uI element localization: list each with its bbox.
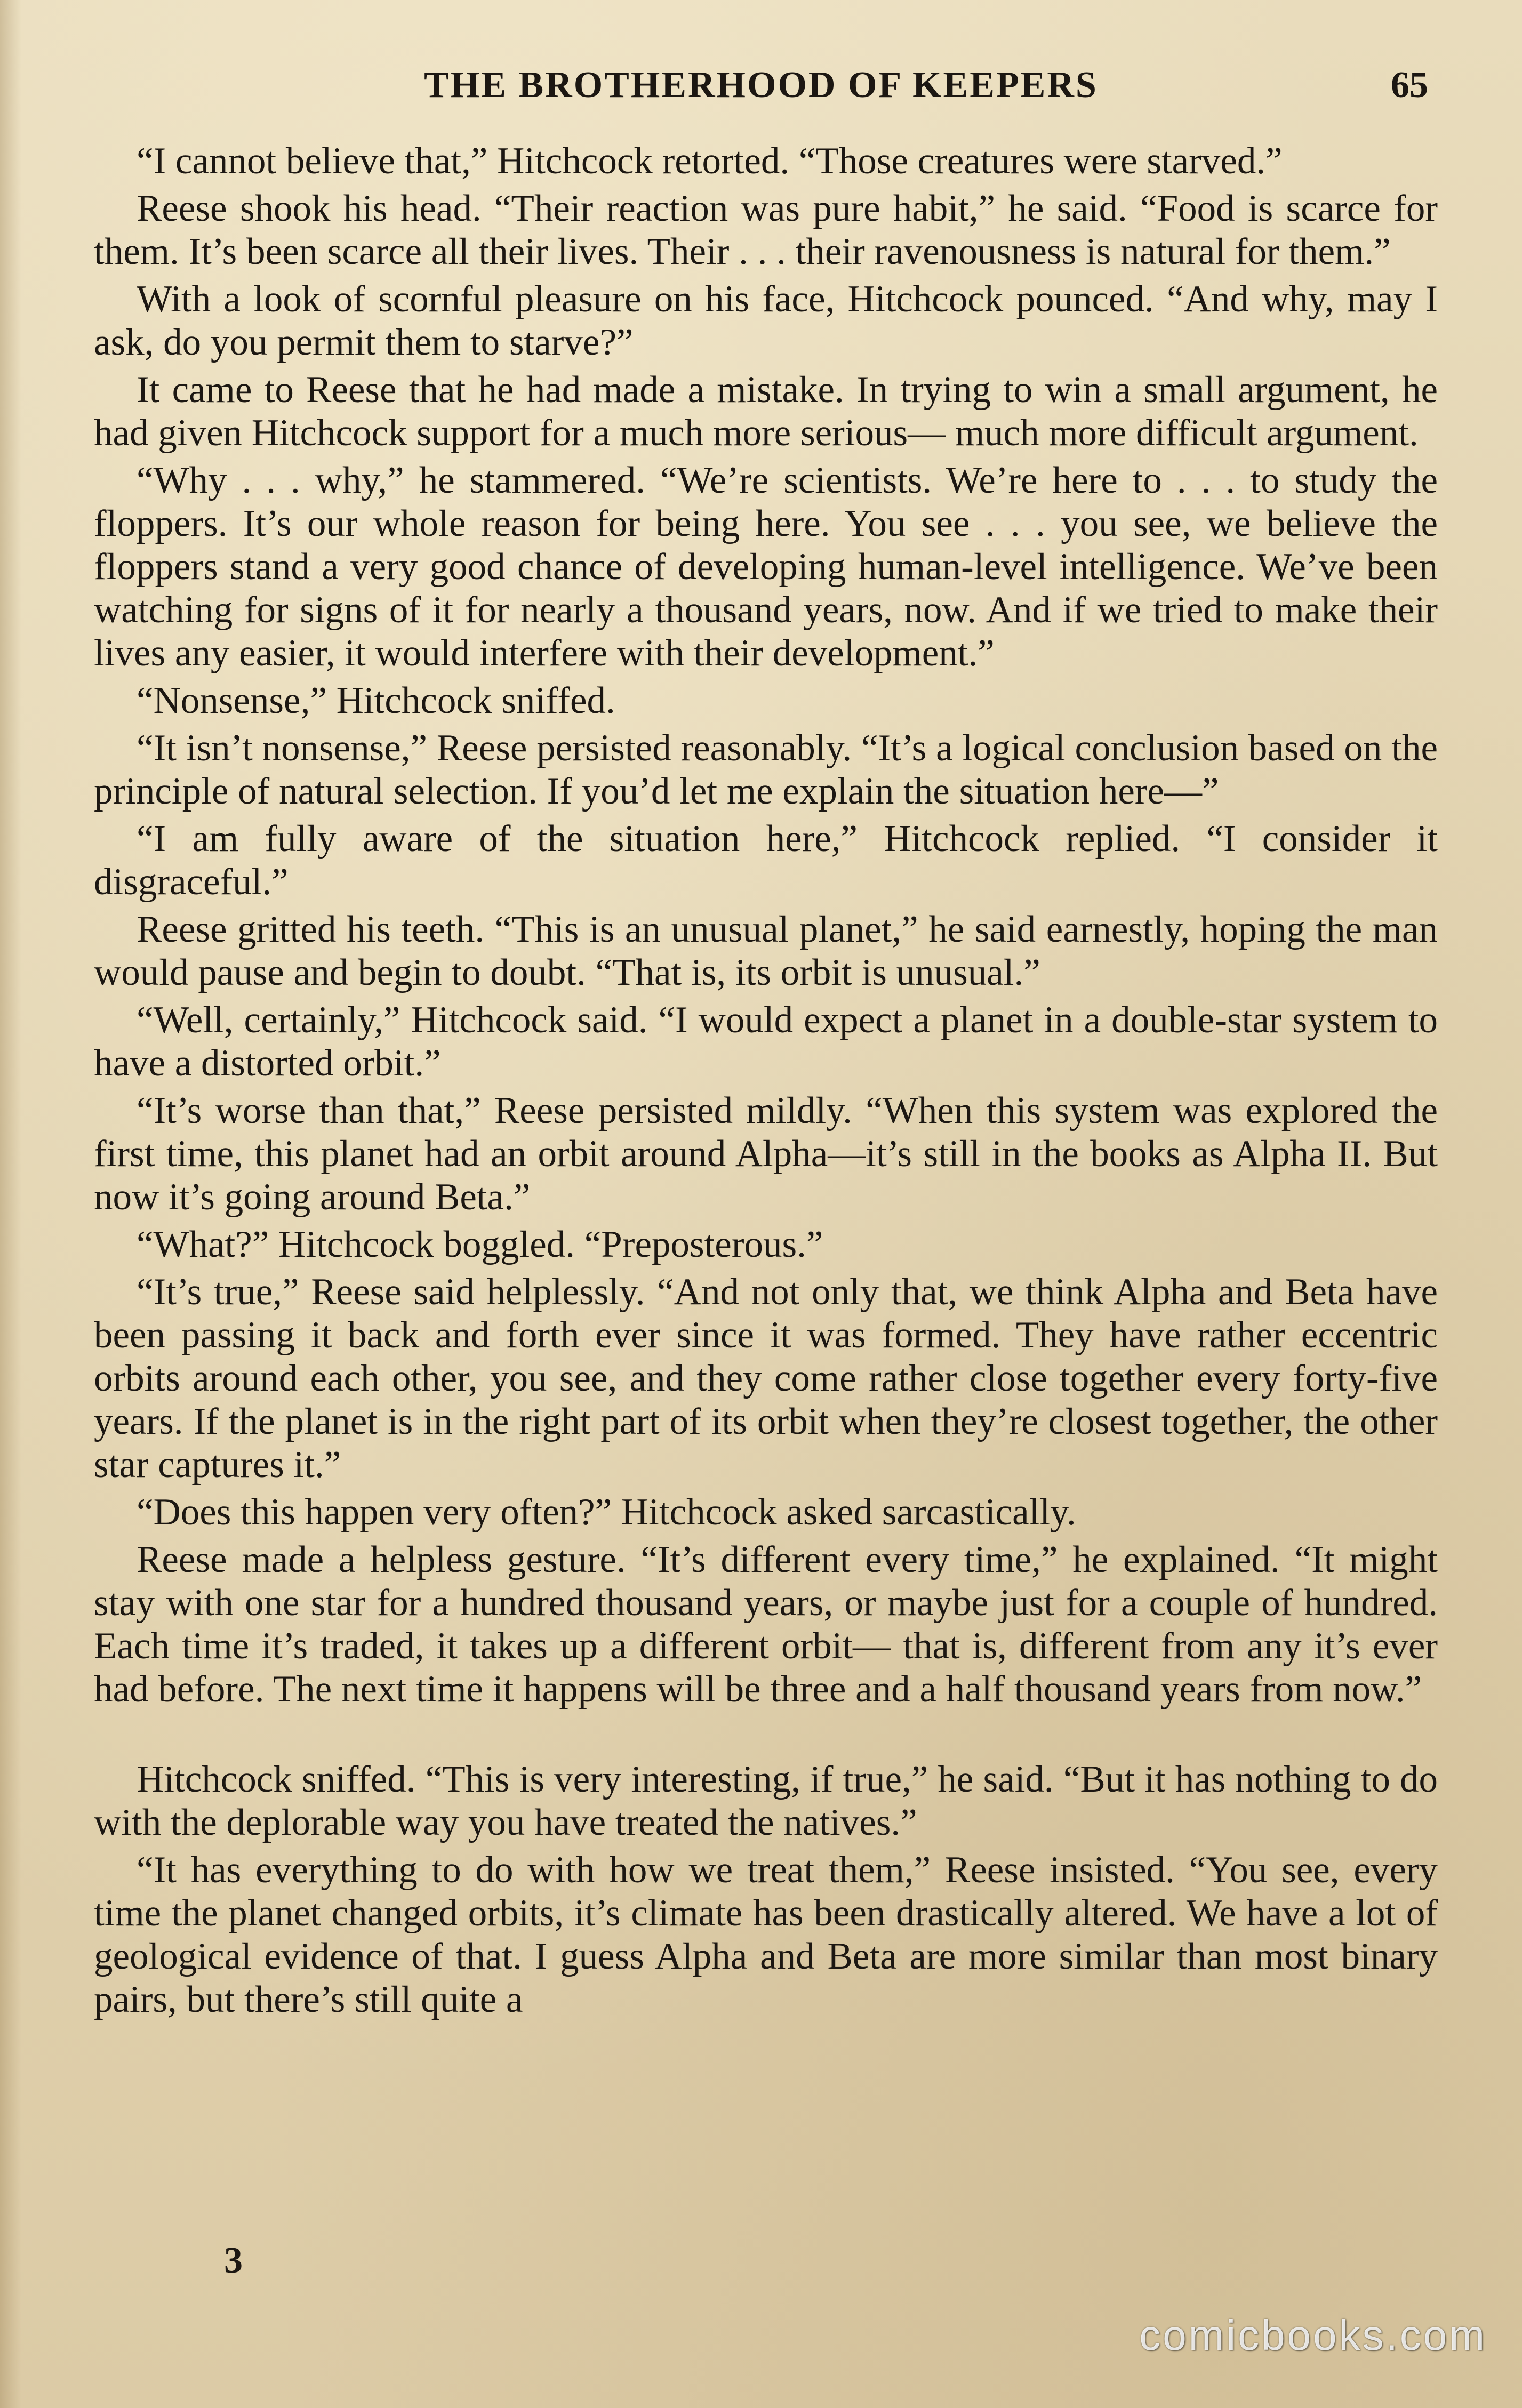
page-header [94,64,1428,117]
paragraph: Reese gritted his teeth. “This is an unusual planet,” he said earnestly, hoping the man would pause and begin to doubt. “That is, its orbit is unusual.” [94,909,1438,993]
paragraph: It came to Reese that he had made a mistake. In trying to win a small argument, he had given Hitchcock support for a much more serious— much more difficult argument. [94,369,1438,454]
body-text [94,140,1438,2026]
paragraph: “Does this happen very often?” Hitchcock asked sarcastically. [137,1491,1076,1533]
watermark: comicbooks.com [1139,2311,1487,2359]
paragraph: Reese made a helpless gesture. “It’s different every time,” he explained. “It might stay with one star for a hundred thousand years, or maybe just for a couple of hundred. Each time it’s traded, it takes up a different orbit— that is, different from any it’s ever had before. The next time it happens will be three and a half thousand years from now.” [94,1539,1438,1710]
paragraph: “Why . . . why,” he stammered. “We’re scientists. We’re here to . . . to study the floppers. It’s our whole reason for being here. You see . . . you see, we believe the floppers stand a very good chance of developing human-level intelligence. We’ve been watching for signs of it for nearly a thousand years, now. And if we tried to make their lives any easier, it would interfere with their development.” [94,460,1438,674]
running-head: THE BROTHERHOOD OF KEEPERS [424,65,1098,106]
paragraph: “It’s true,” Reese said helplessly. “And not only that, we think Alpha and Beta have been passing it back and forth ever since it was formed. They have rather eccentric orbits around each other, you see, and they come rather close together every forty-five years. If the planet is in the right part of its orbit when they’re closest together, the other star captures it.” [94,1271,1438,1486]
paragraph: “Nonsense,” Hitchcock sniffed. [137,680,615,721]
paragraph: With a look of scornful pleasure on his face, Hitchcock pounced. “And why, may I ask, do you permit them to starve?” [94,278,1438,363]
paragraph: “It has everything to do with how we treat them,” Reese insisted. “You see, every time the planet changed orbits, it’s climate has been drastically altered. We have a lot of geological evidence of that. I guess Alpha and Beta are more similar than most binary pairs, but there’s still quite a [94,1849,1438,2020]
paragraph: “Well, certainly,” Hitchcock said. “I would expect a planet in a double-star system to have a distorted orbit.” [94,999,1438,1084]
page-number: 65 [1391,65,1428,106]
paragraph: Hitchcock sniffed. “This is very interesting, if true,” he said. “But it has nothing to do with the deplorable way you have treated the natives.” [94,1759,1438,1843]
signature-mark: 3 [224,2240,243,2281]
paragraph: “I am fully aware of the situation here,” Hitchcock replied. “I consider it disgraceful.” [94,818,1438,903]
paragraph: “What?” Hitchcock boggled. “Preposterous.” [137,1224,823,1265]
paragraph: “It’s worse than that,” Reese persisted mildly. “When this system was explored the first time, this planet had an orbit around Alpha—it’s still in the books as Alpha II. But now it’s going around Beta.” [94,1090,1438,1218]
page-edge-shadow [0,0,21,2408]
paragraph: “It isn’t nonsense,” Reese persisted reasonably. “It’s a logical conclusion based on the principle of natural selection. If you’d let me explain the situation here—” [94,727,1438,812]
paragraph: Reese shook his head. “Their reaction was pure habit,” he said. “Food is scarce for them. It’s been scarce all their lives. Their . . . their ravenousness is natural for them.” [94,188,1438,272]
paragraph: “I cannot believe that,” Hitchcock retorted. “Those creatures were starved.” [137,140,1283,182]
